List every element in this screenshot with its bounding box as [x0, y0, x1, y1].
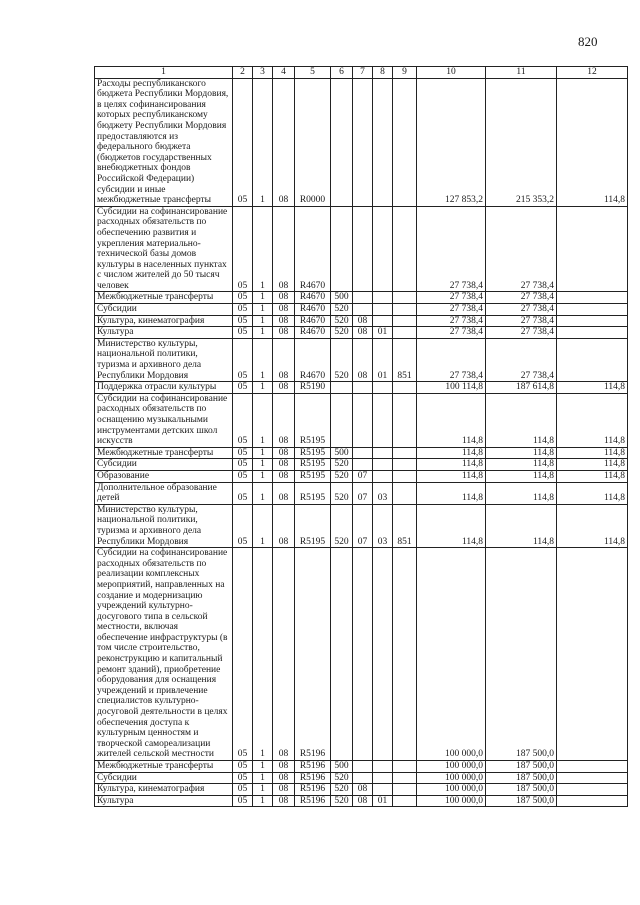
subsection-cell: 01 [373, 327, 393, 339]
amount-col10-cell: 100 000,0 [417, 761, 486, 773]
subsection-cell [373, 761, 393, 773]
column-number: 1 [95, 67, 233, 79]
subsection-code-cell: 08 [273, 382, 295, 394]
table-row [95, 504, 628, 547]
subsection-cell [373, 470, 393, 482]
section-code-cell: 05 [233, 470, 253, 482]
subsection-code-cell: 1 [253, 548, 273, 761]
section-cell [353, 548, 373, 761]
target-article-cell: R5196 [295, 761, 331, 773]
amount-col10-cell: 100 000,0 [417, 548, 486, 761]
expense-type-cell: 520 [331, 304, 353, 316]
amount-col11-cell: 27 738,4 [486, 327, 557, 339]
target-article-cell: R5190 [295, 382, 331, 394]
section-cell: 08 [353, 795, 373, 807]
subsection-cell [373, 548, 393, 761]
section-cell [353, 772, 373, 784]
subsection-cell [373, 206, 393, 292]
ministry-code-cell [393, 761, 417, 773]
expense-type-cell: 500 [331, 447, 353, 459]
column-number: 12 [557, 67, 628, 79]
subsection-code-cell: 1 [253, 504, 273, 547]
expense-name-cell: Поддержка отрасли культуры [95, 382, 233, 394]
section-cell: 07 [353, 470, 373, 482]
section-cell [353, 206, 373, 292]
amount-col12-cell [557, 795, 628, 807]
expense-type-cell: 520 [331, 338, 353, 381]
subsection-code-cell: 1 [253, 470, 273, 482]
expense-type-cell: 520 [331, 327, 353, 339]
amount-col10-cell: 100 000,0 [417, 784, 486, 796]
target-article-cell: R5195 [295, 482, 331, 504]
subsection-code-cell: 1 [253, 382, 273, 394]
column-number: 2 [233, 67, 253, 79]
expense-type-cell: 520 [331, 315, 353, 327]
ministry-code-cell [393, 784, 417, 796]
expense-type-cell: 520 [331, 784, 353, 796]
amount-col11-cell: 114,8 [486, 459, 557, 471]
subsection-cell [373, 315, 393, 327]
subsection-code-cell: 08 [273, 447, 295, 459]
subsection-cell [373, 393, 393, 447]
expense-name-cell: Субсидии [95, 304, 233, 316]
target-article-cell: R4670 [295, 206, 331, 292]
expense-type-cell: 520 [331, 504, 353, 547]
table-row [95, 772, 628, 784]
expense-type-cell [331, 78, 353, 206]
subsection-code-cell: 08 [273, 338, 295, 381]
subsection-code-cell: 1 [253, 459, 273, 471]
ministry-code-cell [393, 772, 417, 784]
amount-col12-cell: 114,8 [557, 447, 628, 459]
section-cell: 08 [353, 315, 373, 327]
section-cell: 08 [353, 327, 373, 339]
table-row [95, 795, 628, 807]
amount-col11-cell: 114,8 [486, 482, 557, 504]
expense-name-cell: Культура, кинематография [95, 784, 233, 796]
subsection-cell [373, 78, 393, 206]
amount-col11-cell: 215 353,2 [486, 78, 557, 206]
expense-type-cell: 520 [331, 482, 353, 504]
amount-col12-cell: 114,8 [557, 482, 628, 504]
amount-col10-cell: 27 738,4 [417, 338, 486, 381]
expense-type-cell [331, 206, 353, 292]
section-cell [353, 447, 373, 459]
subsection-code-cell: 08 [273, 206, 295, 292]
column-number: 5 [295, 67, 331, 79]
section-cell [353, 304, 373, 316]
amount-col11-cell: 27 738,4 [486, 292, 557, 304]
expense-name-cell: Культура, кинематография [95, 315, 233, 327]
subsection-code-cell: 1 [253, 327, 273, 339]
subsection-code-cell: 08 [273, 292, 295, 304]
section-cell: 07 [353, 482, 373, 504]
ministry-code-cell [393, 327, 417, 339]
expense-name-cell: Субсидии [95, 459, 233, 471]
section-code-cell: 05 [233, 78, 253, 206]
target-article-cell: R4670 [295, 315, 331, 327]
section-code-cell: 05 [233, 795, 253, 807]
target-article-cell: R5195 [295, 504, 331, 547]
section-code-cell: 05 [233, 206, 253, 292]
amount-col10-cell: 27 738,4 [417, 292, 486, 304]
target-article-cell: R0000 [295, 78, 331, 206]
column-number: 10 [417, 67, 486, 79]
table-row [95, 761, 628, 773]
expense-name-cell: Субсидии [95, 772, 233, 784]
amount-col12-cell [557, 292, 628, 304]
ministry-code-cell [393, 78, 417, 206]
amount-col10-cell: 100 000,0 [417, 795, 486, 807]
subsection-code-cell: 1 [253, 761, 273, 773]
subsection-code-cell: 08 [273, 548, 295, 761]
table-body [95, 67, 628, 807]
table-row [95, 206, 628, 292]
expense-type-cell: 520 [331, 772, 353, 784]
subsection-code-cell: 1 [253, 292, 273, 304]
amount-col10-cell: 100 114,8 [417, 382, 486, 394]
target-article-cell: R5196 [295, 548, 331, 761]
subsection-code-cell: 1 [253, 338, 273, 381]
subsection-code-cell: 08 [273, 315, 295, 327]
expense-name-cell: Расходы республиканского бюджета Республики Мордовия, в целях софинансирования которых республиканскому бюджету Республики Мордовия предоставляются из федерального бюджета (бюджетов государственных внебюджетных фондов Российской Федерации) субсидии и иные межбюджетные трансферты [95, 78, 233, 206]
subsection-code-cell: 1 [253, 795, 273, 807]
subsection-code-cell: 08 [273, 761, 295, 773]
table-row [95, 784, 628, 796]
amount-col10-cell: 114,8 [417, 470, 486, 482]
amount-col12-cell [557, 304, 628, 316]
subsection-code-cell: 1 [253, 304, 273, 316]
expense-name-cell: Межбюджетные трансферты [95, 761, 233, 773]
section-code-cell: 05 [233, 292, 253, 304]
amount-col12-cell: 114,8 [557, 393, 628, 447]
ministry-code-cell [393, 206, 417, 292]
subsection-cell: 03 [373, 482, 393, 504]
section-cell [353, 393, 373, 447]
subsection-code-cell: 08 [273, 784, 295, 796]
amount-col10-cell: 114,8 [417, 482, 486, 504]
ministry-code-cell [393, 393, 417, 447]
expense-type-cell: 520 [331, 459, 353, 471]
table-row [95, 393, 628, 447]
expense-name-cell: Министерство культуры, национальной политики, туризма и архивного дела Республики Мордовия [95, 504, 233, 547]
table-row [95, 548, 628, 761]
table-row [95, 382, 628, 394]
table-row [95, 459, 628, 471]
table-row [95, 315, 628, 327]
subsection-cell [373, 459, 393, 471]
amount-col11-cell: 114,8 [486, 470, 557, 482]
target-article-cell: R4670 [295, 292, 331, 304]
ministry-code-cell [393, 447, 417, 459]
amount-col12-cell [557, 327, 628, 339]
section-code-cell: 05 [233, 304, 253, 316]
target-article-cell: R5195 [295, 470, 331, 482]
column-number: 8 [373, 67, 393, 79]
expense-name-cell: Культура [95, 327, 233, 339]
amount-col11-cell: 27 738,4 [486, 315, 557, 327]
amount-col12-cell: 114,8 [557, 78, 628, 206]
amount-col10-cell: 114,8 [417, 447, 486, 459]
expense-name-cell: Министерство культуры, национальной политики, туризма и архивного дела Республики Мордовия [95, 338, 233, 381]
expense-type-cell: 500 [331, 292, 353, 304]
column-number: 6 [331, 67, 353, 79]
expense-name-cell: Культура [95, 795, 233, 807]
target-article-cell: R5196 [295, 772, 331, 784]
subsection-code-cell: 08 [273, 504, 295, 547]
table-row [95, 447, 628, 459]
column-number: 4 [273, 67, 295, 79]
expense-type-cell [331, 382, 353, 394]
ministry-code-cell [393, 470, 417, 482]
ministry-code-cell [393, 382, 417, 394]
subsection-cell [373, 292, 393, 304]
expense-name-cell: Дополнительное образование детей [95, 482, 233, 504]
ministry-code-cell [393, 292, 417, 304]
amount-col10-cell: 27 738,4 [417, 327, 486, 339]
section-cell: 07 [353, 504, 373, 547]
amount-col12-cell [557, 206, 628, 292]
amount-col11-cell: 27 738,4 [486, 338, 557, 381]
amount-col11-cell: 187 500,0 [486, 784, 557, 796]
table-row [95, 327, 628, 339]
subsection-cell [373, 447, 393, 459]
column-number-row [95, 67, 628, 79]
subsection-cell [373, 784, 393, 796]
amount-col11-cell: 187 614,8 [486, 382, 557, 394]
subsection-code-cell: 08 [273, 327, 295, 339]
expense-type-cell [331, 393, 353, 447]
subsection-code-cell: 08 [273, 78, 295, 206]
subsection-code-cell: 08 [273, 482, 295, 504]
ministry-code-cell [393, 548, 417, 761]
target-article-cell: R4670 [295, 327, 331, 339]
ministry-code-cell: 851 [393, 504, 417, 547]
table-row [95, 304, 628, 316]
amount-col11-cell: 187 500,0 [486, 761, 557, 773]
subsection-code-cell: 08 [273, 393, 295, 447]
section-code-cell: 05 [233, 761, 253, 773]
section-cell [353, 292, 373, 304]
amount-col10-cell: 27 738,4 [417, 206, 486, 292]
section-cell: 08 [353, 338, 373, 381]
subsection-code-cell: 1 [253, 447, 273, 459]
subsection-code-cell: 1 [253, 315, 273, 327]
column-number: 7 [353, 67, 373, 79]
budget-table [94, 66, 628, 807]
section-code-cell: 05 [233, 393, 253, 447]
target-article-cell: R4670 [295, 338, 331, 381]
expense-name-cell: Субсидии на софинансирование расходных обязательств по реализации комплексных мероприятий, направленных на создание и модернизацию учреждений культурно-досугового типа в сельской местности, включая обеспечение инфраструктуры (в том числе строительство, реконструкцию и капитальный ремонт зданий), приобретение оборудования для оснащения учреждений и привлечение специалистов культурно-досуговой деятельности в целях обеспечения доступа к культурным ценностям и творческой самореализации жителей сельской местности [95, 548, 233, 761]
subsection-code-cell: 1 [253, 482, 273, 504]
amount-col10-cell: 27 738,4 [417, 304, 486, 316]
ministry-code-cell [393, 482, 417, 504]
subsection-code-cell: 1 [253, 78, 273, 206]
target-article-cell: R5196 [295, 784, 331, 796]
subsection-code-cell: 08 [273, 304, 295, 316]
target-article-cell: R5195 [295, 459, 331, 471]
section-cell [353, 459, 373, 471]
target-article-cell: R5195 [295, 393, 331, 447]
table-row [95, 292, 628, 304]
subsection-cell: 01 [373, 338, 393, 381]
subsection-cell [373, 382, 393, 394]
amount-col10-cell: 100 000,0 [417, 772, 486, 784]
ministry-code-cell [393, 315, 417, 327]
column-number: 9 [393, 67, 417, 79]
section-code-cell: 05 [233, 315, 253, 327]
section-code-cell: 05 [233, 447, 253, 459]
subsection-code-cell: 1 [253, 393, 273, 447]
subsection-cell [373, 772, 393, 784]
table-row [95, 482, 628, 504]
amount-col12-cell [557, 772, 628, 784]
amount-col11-cell: 114,8 [486, 393, 557, 447]
expense-type-cell: 520 [331, 795, 353, 807]
amount-col12-cell [557, 761, 628, 773]
amount-col10-cell: 114,8 [417, 459, 486, 471]
ministry-code-cell: 851 [393, 338, 417, 381]
ministry-code-cell [393, 304, 417, 316]
amount-col11-cell: 187 500,0 [486, 772, 557, 784]
target-article-cell: R5195 [295, 447, 331, 459]
amount-col12-cell [557, 338, 628, 381]
page-number: 820 [578, 34, 598, 49]
subsection-cell: 01 [373, 795, 393, 807]
amount-col10-cell: 114,8 [417, 393, 486, 447]
table-row [95, 338, 628, 381]
table-row [95, 470, 628, 482]
subsection-code-cell: 1 [253, 772, 273, 784]
section-code-cell: 05 [233, 327, 253, 339]
section-code-cell: 05 [233, 338, 253, 381]
expense-name-cell: Образование [95, 470, 233, 482]
subsection-code-cell: 1 [253, 784, 273, 796]
column-number: 11 [486, 67, 557, 79]
amount-col11-cell: 187 500,0 [486, 548, 557, 761]
target-article-cell: R5196 [295, 795, 331, 807]
section-cell [353, 78, 373, 206]
subsection-cell: 03 [373, 504, 393, 547]
amount-col12-cell: 114,8 [557, 459, 628, 471]
amount-col10-cell: 114,8 [417, 504, 486, 547]
subsection-cell [373, 304, 393, 316]
amount-col11-cell: 114,8 [486, 447, 557, 459]
amount-col11-cell: 187 500,0 [486, 795, 557, 807]
amount-col12-cell [557, 315, 628, 327]
section-cell: 08 [353, 784, 373, 796]
amount-col11-cell: 27 738,4 [486, 206, 557, 292]
amount-col12-cell [557, 784, 628, 796]
section-code-cell: 05 [233, 504, 253, 547]
amount-col11-cell: 114,8 [486, 504, 557, 547]
expense-name-cell: Межбюджетные трансферты [95, 447, 233, 459]
target-article-cell: R4670 [295, 304, 331, 316]
amount-col12-cell: 114,8 [557, 470, 628, 482]
subsection-code-cell: 08 [273, 772, 295, 784]
amount-col11-cell: 27 738,4 [486, 304, 557, 316]
section-code-cell: 05 [233, 772, 253, 784]
subsection-code-cell: 08 [273, 470, 295, 482]
amount-col10-cell: 127 853,2 [417, 78, 486, 206]
expense-type-cell: 500 [331, 761, 353, 773]
section-cell [353, 761, 373, 773]
amount-col12-cell: 114,8 [557, 382, 628, 394]
section-code-cell: 05 [233, 459, 253, 471]
amount-col12-cell [557, 548, 628, 761]
amount-col10-cell: 27 738,4 [417, 315, 486, 327]
amount-col12-cell: 114,8 [557, 504, 628, 547]
expense-type-cell: 520 [331, 470, 353, 482]
ministry-code-cell [393, 459, 417, 471]
section-code-cell: 05 [233, 784, 253, 796]
expense-name-cell: Субсидии на софинансирование расходных обязательств по оснащению музыкальными инструментами детских школ искусств [95, 393, 233, 447]
table-row [95, 78, 628, 206]
section-code-cell: 05 [233, 482, 253, 504]
subsection-code-cell: 08 [273, 459, 295, 471]
subsection-code-cell: 08 [273, 795, 295, 807]
expense-type-cell [331, 548, 353, 761]
expense-name-cell: Межбюджетные трансферты [95, 292, 233, 304]
expense-name-cell: Субсидии на софинансирование расходных обязательств по обеспечению развития и укрепления материально-технической базы домов культуры в населенных пунктах с числом жителей до 50 тысяч человек [95, 206, 233, 292]
section-code-cell: 05 [233, 382, 253, 394]
section-code-cell: 05 [233, 548, 253, 761]
subsection-code-cell: 1 [253, 206, 273, 292]
column-number: 3 [253, 67, 273, 79]
section-cell [353, 382, 373, 394]
ministry-code-cell [393, 795, 417, 807]
